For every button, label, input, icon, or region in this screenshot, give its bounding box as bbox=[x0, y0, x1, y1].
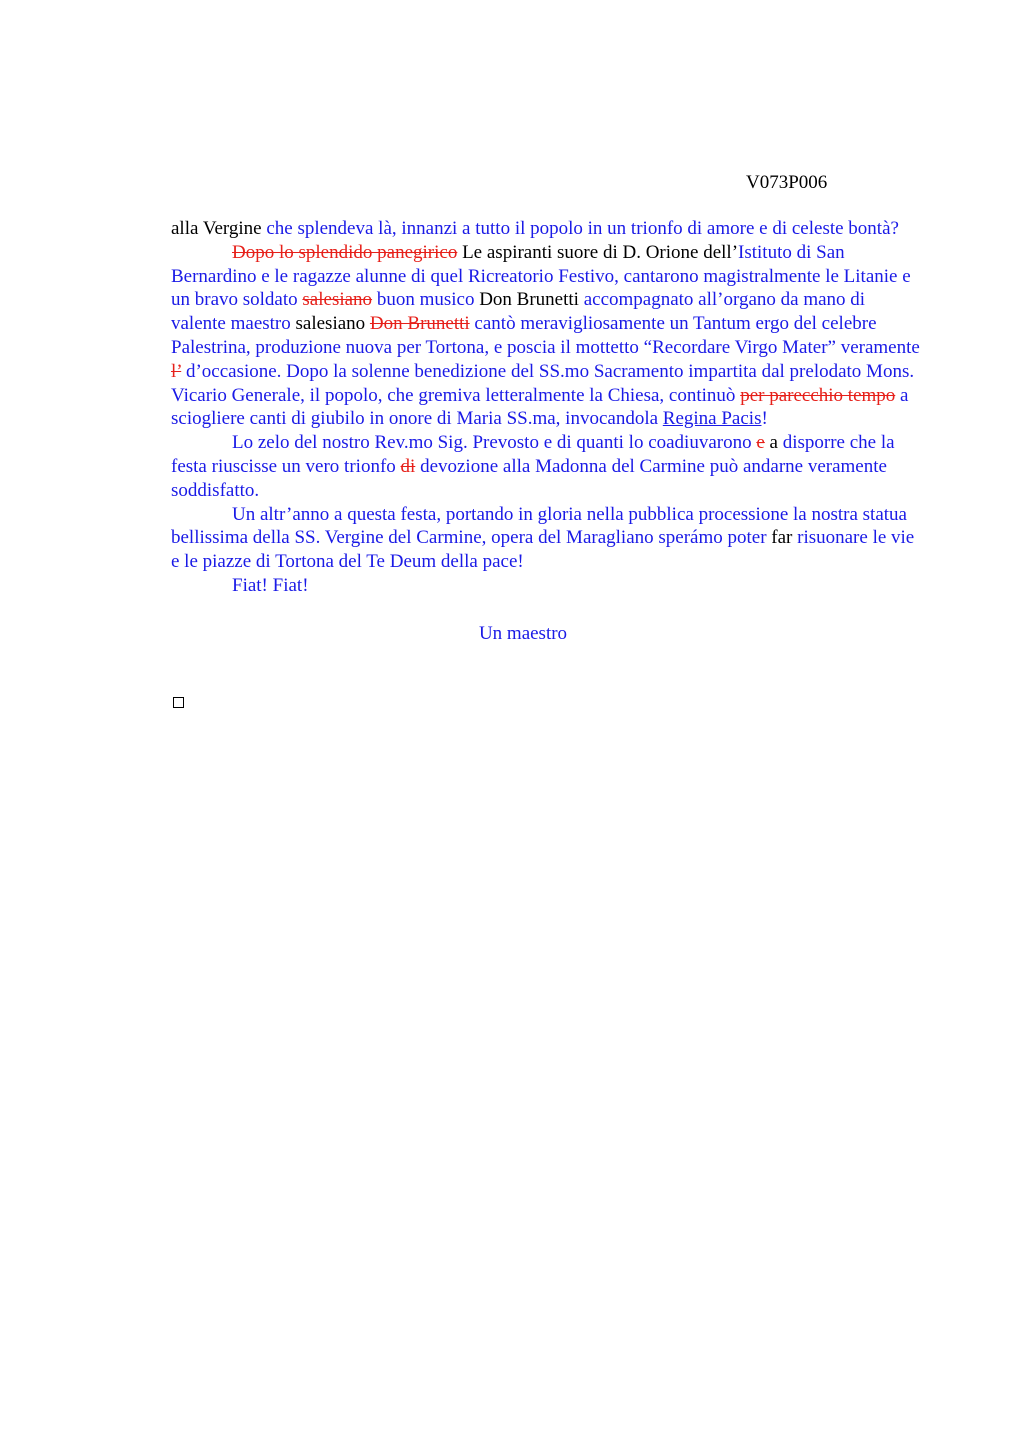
revised-text-segment: che splendeva là, innanzi a tutto il popolo in un trionfo di amore e di celeste bontà? bbox=[266, 218, 899, 239]
revised-text-segment: Istituto di San Bernardino e le ragazze alunne di quel Ricreatorio Festivo, cantarono magistralmente le Litanie e un bravo soldato bbox=[171, 241, 911, 311]
text-segment: alla Vergine bbox=[171, 218, 267, 239]
underlined-text-segment: Regina Pacis bbox=[662, 408, 762, 430]
text-segment: salesiano bbox=[295, 313, 370, 335]
signature: Un maestro bbox=[478, 622, 568, 644]
revised-text-segment: devozione alla Madonna del Carmine può andarne veramente soddisfatto. bbox=[171, 455, 887, 501]
revised-text-segment: disporre che la festa riuscisse un vero trionfo bbox=[171, 432, 895, 477]
revised-text-segment: d’occasione. Dopo la solenne benedizione del SS.mo Sacramento impartita dal prelodato Mons. Vicario Generale, il popolo, che gremiva letteralmente la Chiesa, continuò bbox=[171, 360, 915, 406]
paragraph bbox=[171, 574, 923, 598]
document-body bbox=[171, 217, 923, 646]
revised-text-segment: buon musico bbox=[372, 289, 480, 311]
revised-text-segment: cantò meravigliosamente un Tantum ergo del celebre Palestrina, produzione nuova per Tortona, e poscia il mottetto “Recordare Virgo Mater” veramente bbox=[171, 313, 920, 358]
deleted-text-segment: per parecchio tempo bbox=[740, 384, 896, 406]
text-segment: a bbox=[764, 432, 783, 454]
revised-text-segment: Lo zelo del nostro Rev.mo Sig. Prevosto e di quanti lo coadiuvarono bbox=[232, 432, 757, 454]
revised-text-segment: Un altr’anno a questa festa, portando in gloria nella pubblica processione la nostra statua bellissima della SS. Vergine del Carmine, opera del Maragliano sperámo poter bbox=[171, 503, 907, 549]
paragraph bbox=[171, 431, 923, 502]
end-of-text-box-icon bbox=[173, 697, 184, 708]
deleted-text-segment: Don Brunetti bbox=[369, 313, 470, 335]
deleted-text-segment: Dopo lo splendido panegirico bbox=[232, 241, 458, 263]
deleted-text-segment: di bbox=[400, 455, 416, 477]
deleted-text-segment: e bbox=[756, 432, 765, 454]
paragraph bbox=[171, 241, 923, 431]
revised-text-segment: Fiat! Fiat! bbox=[232, 574, 309, 596]
text-segment: Don Brunetti bbox=[479, 289, 584, 311]
deleted-text-segment: salesiano bbox=[302, 289, 373, 311]
text-segment: Le aspiranti suore di D. Orione dell’ bbox=[457, 241, 739, 263]
revised-text-segment: risuonare le vie e le piazze di Tortona del Te Deum della pace! bbox=[171, 527, 915, 573]
page-identifier: V073P006 bbox=[746, 172, 828, 193]
revised-text-segment: accompagnato all’organo da mano di valente maestro bbox=[171, 289, 866, 335]
revised-text-segment: ! bbox=[761, 408, 768, 430]
paragraph bbox=[171, 217, 923, 241]
text-segment: far bbox=[771, 527, 793, 549]
paragraph-list bbox=[171, 217, 923, 598]
paragraph bbox=[171, 503, 923, 574]
deleted-text-segment: l’ bbox=[171, 360, 182, 382]
revised-text-segment: a sciogliere canti di giubilo in onore di Maria SS.ma, invocandola bbox=[171, 384, 909, 430]
